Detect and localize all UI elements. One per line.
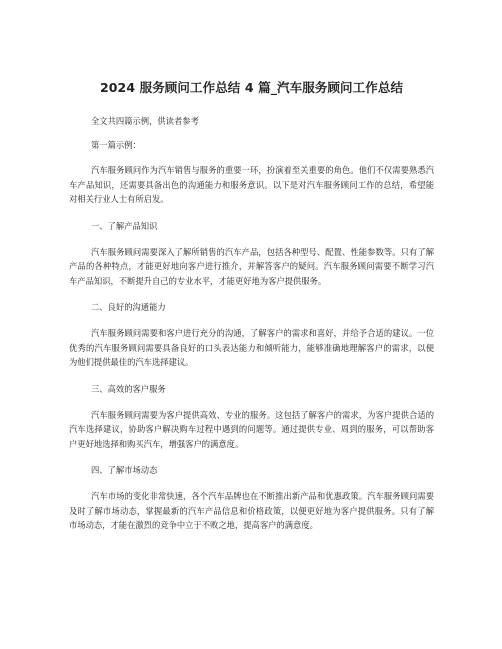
section-body-3: 汽车服务顾问需要为客户提供高效、专业的服务。这包括了解客户的需求，为客户提供合适的汽车选择建议，协助客户解决购车过程中遇到的问题等。通过提供专业、周到的服务，可以帮助客户更好地选择和购买汽车，增强客户的满意度。 — [69, 409, 434, 449]
intro-paragraph: 汽车服务顾问作为汽车销售与服务的重要一环，扮演着至关重要的角色。他们不仅需要熟悉汽车产品知识，还需要具备出色的沟通能力和服务意识。以下是对汽车服务顾问工作的总结，希望能对相关行业人士有所启发。 — [69, 165, 434, 204]
example-label: 第一篇示例： — [91, 140, 141, 150]
document-title: 2024 服务顾问工作总结 4 篇_汽车服务顾问工作总结 — [99, 80, 404, 95]
section-heading-3: 三、高效的客户服务 — [91, 383, 166, 394]
intro-line: 全文共四篇示例，供读者参考 — [91, 116, 199, 126]
section-body-4: 汽车市场的变化非常快速，各个汽车品牌也在不断推出新产品和优惠政策。汽车服务顾问需要及时了解市场动态，掌握最新的汽车产品信息和价格政策，以便更好地为客户提供服务。只有了解市场动态，才能在激烈的竞争中立于不败之地，提高客户的满意度。 — [69, 491, 434, 530]
section-heading-4: 四、了解市场动态 — [91, 465, 158, 475]
section-heading-2: 二、良好的沟通能力 — [91, 302, 166, 312]
section-body-1: 汽车服务顾问需要深入了解所销售的汽车产品，包括各种型号、配置、性能参数等。只有了解产品的各种特点，才能更好地向客户进行推介，并解答客户的疑问。汽车服务顾问需要不断学习汽车产品知识，不断提升自己的专业水平，才能更好地为客户提供服务。 — [69, 246, 434, 286]
section-heading-1: 一、了解产品知识 — [91, 220, 158, 231]
section-body-2: 汽车服务顾问需要和客户进行充分的沟通，了解客户的需求和喜好，并给予合适的建议。一位优秀的汽车服务顾问需要具备良好的口头表达能力和倾听能力，能够准确地理解客户的需求，以便为他们提供最佳的汽车选择建议。 — [69, 328, 434, 367]
